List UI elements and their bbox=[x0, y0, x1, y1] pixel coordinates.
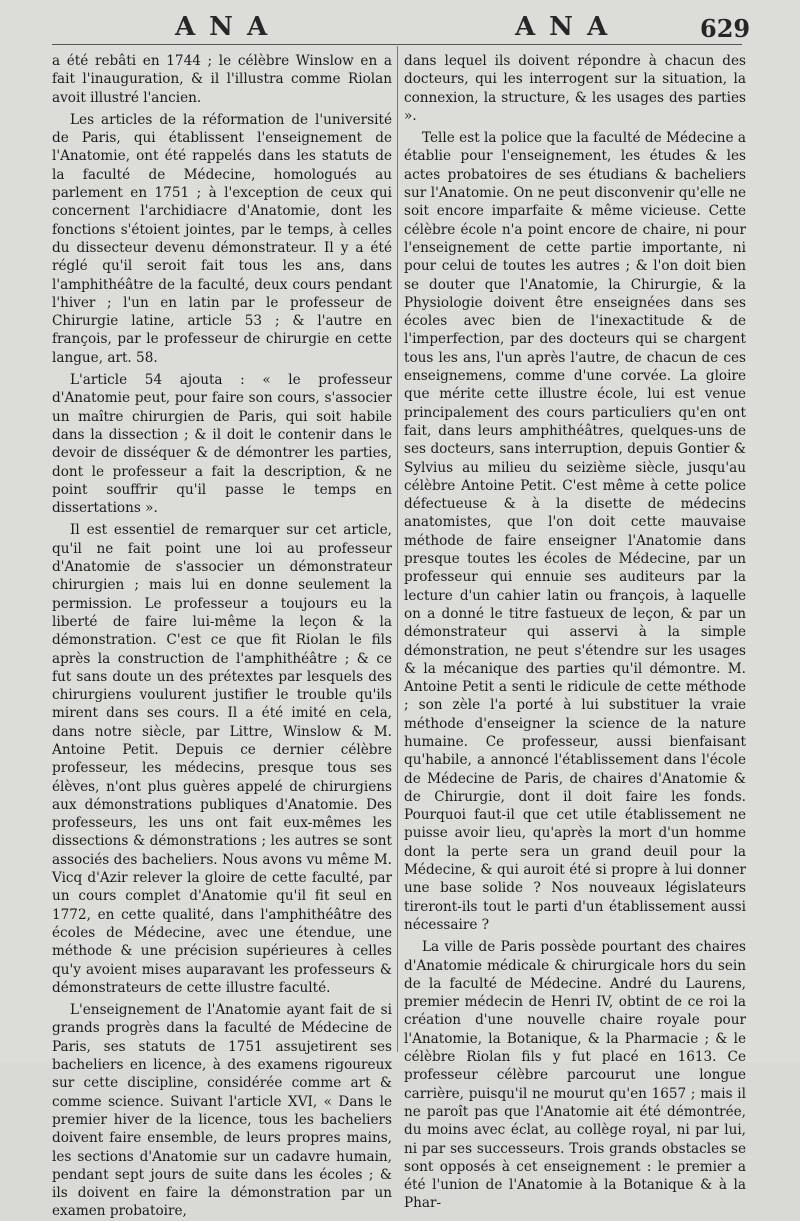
left-column bbox=[52, 52, 392, 1221]
paragraph: La ville de Paris possède pourtant des chaires d'Anatomie médicale & chirurgicale hors du sein de la faculté de Médecine. André du Laurens, premier médecin de Henri IV, obtint de ce roi la création d'une nouvelle chaire royale pour l'Anatomie, la Botanique, & la Pharmacie ; & le célèbre Riolan fils y fut placé en 1613. Ce professeur célèbre parcourut une longue carrière, puisqu'il ne mourut qu'en 1657 ; mais il ne paroît pas que l'Anatomie ait été démontrée, du moins avec éclat, au collège royal, ni par lui, ni par ses successeurs. Trois grands obstacles se sont opposés à cet enseignement : le premier a été l'union de l'Anatomie à la Botanique & à la Phar- bbox=[404, 939, 746, 1212]
header-rule bbox=[52, 44, 742, 45]
right-column bbox=[404, 52, 746, 1213]
running-head-left: ANA bbox=[175, 12, 282, 42]
page-number: 629 bbox=[700, 14, 751, 43]
paragraph: Telle est la police que la faculté de Médecine a établie pour l'enseignement, les études & les actes probatoires de ses étudians & bacheliers sur l'Anatomie. On ne peut disconvenir qu'elle ne soit encore imparfaite & même vicieuse. Cette célèbre école n'a point encore de chaire, ni pour l'enseignement de cette partie importante, ni pour celui de toutes les autres ; & l'on doit bien se douter que l'Anatomie, la Chirurgie, & la Physiologie doivent être enseignées dans ses écoles avec bien de l'inexactitude & de l'imperfection, par des docteurs qui se chargent tous les ans, l'un après l'autre, de chacun de ces enseignemens, comme d'une corvée. La gloire que mérite cette illustre école, lui est venue principalement des cours particuliers qu'en ont fait, dans leurs amphithéâtres, quelques-uns de ses docteurs, sans interruption, depuis Gontier & Sylvius au milieu du seizième siècle, jusqu'au célèbre Antoine Petit. C'est même à cette police défectueuse & à la disette de médecins anatomistes, que l'on doit cette mauvaise méthode de faire enseigner l'Anatomie dans presque toutes les écoles de Médecine, par un professeur qui ennuie ses auditeurs par la lecture d'un cahier latin ou françois, à laquelle on a donné le titre fastueux de leçon, & par un démonstrateur qui asservi à la simple démonstration, ne peut s'étendre sur les usages & la mécanique des parties qu'il démontre. M. Antoine Petit a senti le ridicule de cette méthode ; son zèle l'a porté à lui substituer la vraie méthode d'enseigner la science de la nature humaine. Ce professeur, aussi bienfaisant qu'habile, a annoncé l'établissement dans l'école de Médecine de Paris, de chaires d'Anatomie & de Chirurgie, dont il doit faire les fonds. Pourquoi faut-il que cet utile établissement ne puisse avoir lieu, qu'après la mort d'un homme dont la perte sera un grand deuil pour la Médecine, & qui auroit été si propre à lui donner une base solide ? Nos nouveaux législateurs tireront-ils tout le parti d'un établissement aussi nécessaire ? bbox=[404, 130, 746, 933]
paragraph: L'article 54 ajouta : « le professeur d'Anatomie peut, pour faire son cours, s'associer un maître chirurgien de Paris, qui soit habile dans la dissection ; & il doit le contenir dans le devoir de disséquer & de démontrer les parties, dont le professeur a fait la description, & ne point souffrir qu'il passe le temps en dissertations ». bbox=[52, 372, 392, 517]
running-head-right: ANA bbox=[515, 12, 622, 42]
column-divider bbox=[397, 46, 398, 1052]
paragraph: a été rebâti en 1744 ; le célèbre Winslow en a fait l'inauguration, & il l'illustra comme Riolan avoit illustré l'ancien. bbox=[52, 53, 392, 106]
paragraph: Les articles de la réformation de l'université de Paris, qui établissent l'enseignement de l'Anatomie, ont été rappelés dans les statuts de la faculté de Médecine, homologués au parlement en 1751 ; à l'exception de ceux qui concernent l'archidiacre d'Anatomie, dont les fonctions s'étoient jointes, par le temps, à celles du dissecteur devenu démonstrateur. Il y a été réglé qu'il seroit fait tous les ans, dans l'amphithéâtre de la faculté, deux cours pendant l'hiver ; l'un en latin par le professeur de Chirurgie latine, article 53 ; & l'autre en françois, par le professeur de chirurgie en cette langue, art. 58. bbox=[52, 111, 392, 366]
paragraph: dans lequel ils doivent répondre à chacun des docteurs, qui les interrogent sur la situation, la connexion, la structure, & les usages des parties ». bbox=[404, 53, 746, 124]
paragraph: Il est essentiel de remarquer sur cet article, qu'il ne fait point une loi au professeur d'Anatomie de s'associer un démonstrateur chirurgien ; mais lui en donne seulement la permission. Le professeur a toujours eu la liberté de faire lui-même la leçon & la démonstration. C'est ce que fit Riolan le fils après la construction de l'amphithéâtre ; & ce fut sans doute un des prétextes par lesquels des chirurgiens voulurent justifier le trouble qu'ils mirent dans ses cours. Il a été imité en cela, dans notre siècle, par Littre, Winslow & M. Antoine Petit. Depuis ce dernier célèbre professeur, les médecins, presque tous ses élèves, n'ont plus guères appelé de chirurgiens aux démonstrations publiques d'Anatomie. Des professeurs, les uns ont fait eux-mêmes les dissections & démonstrations ; les autres se sont associés des bacheliers. Nous avons vu même M. Vicq d'Azir relever la gloire de cette faculté, par un cours complet d'Anatomie qu'il fit seul en 1772, en cette qualité, dans l'amphithéâtre des écoles de Médecine, avec une étendue, une méthode & une précision supérieures à celles qu'y avoient mises auparavant les professeurs & démonstrateurs de cette illustre faculté. bbox=[52, 522, 392, 996]
paragraph: L'enseignement de l'Anatomie ayant fait de si grands progrès dans la faculté de Médecine de Paris, ses statuts de 1751 assujetirent ses bacheliers en licence, à des examens rigoureux sur cette discipline, considérée comme art & comme science. Suivant l'article XVI, « Dans le premier hiver de la licence, tous les bacheliers doivent faire ensemble, de leurs propres mains, les sections d'Anatomie sur un cadavre humain, pendant sept jours de suite dans les écoles ; & ils doivent en faire la démonstration par un examen probatoire, bbox=[52, 1002, 392, 1220]
